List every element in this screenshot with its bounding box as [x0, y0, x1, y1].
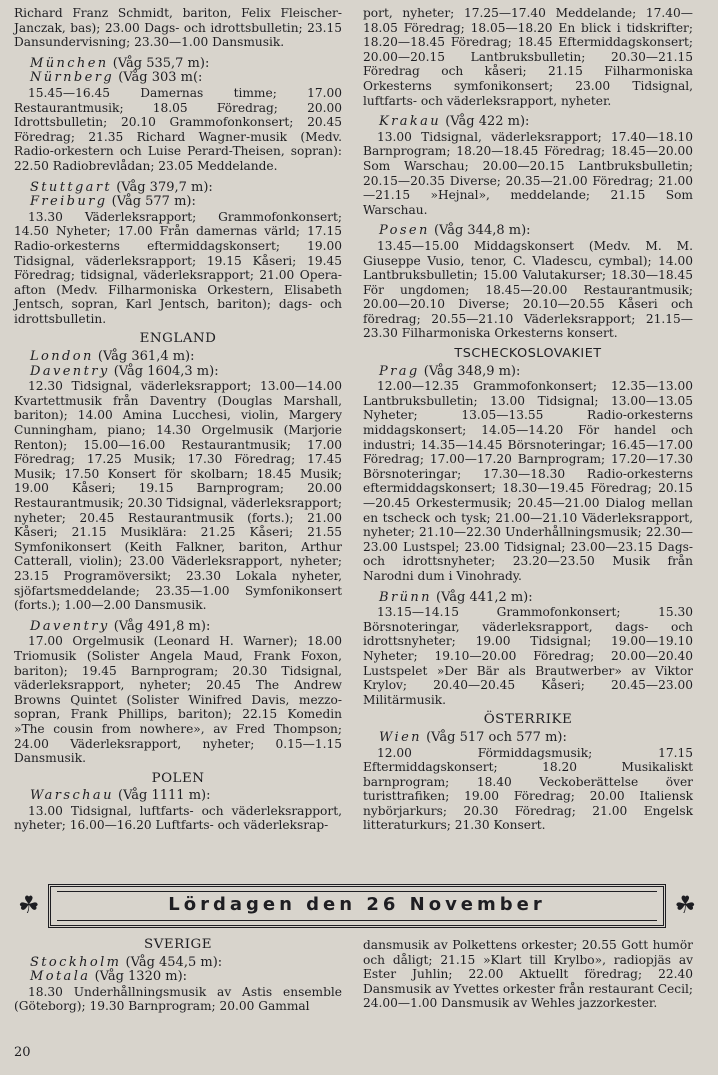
left-column-top	[14, 6, 342, 833]
continued-program: Richard Franz Schmidt, bariton, Felix Fleischer-Janczak, bas); 23.00 Dags- och idrottsbulletin; 23.15 Dansundervisning; 23.30—1.00 Dansmusik.	[14, 6, 342, 50]
page-number: 20	[14, 1045, 31, 1060]
program-krakau: 13.00 Tidsignal, väderleksrapport; 17.40—18.10 Barnprogram; 18.20—18.45 Föredrag; 18.45—20.00 Som Warschau; 20.00—20.15 Lantbruksbulletin; 20.15—20.35 Diverse; 20.35—21.00 Föredrag; 21.00—21.15 »Hejnal», meddelande; 21.15 Som Warschau.	[363, 129, 693, 217]
program-bruenn: 13.15—14.15 Grammofonkonsert; 15.30 Börsnoteringar, väderleksrapport, dags- och idrottsnyheter; 19.00 Tidsignal; 19.00—19.10 Nyheter; 19.10—20.00 Föredrag; 20.00—20.40 Lustspelet »Der Bär als Brautwerber» av Viktor Krylov; 20.40—20.45 Kåseri; 20.45—23.00 Militärmusik.	[363, 605, 693, 707]
clover-ornament-icon: ☘	[18, 891, 40, 919]
station-heading-stockholm: Stockholm (Våg 454,5 m):	[30, 954, 223, 970]
program-stuttgart: 13.30 Väderleksrapport; Grammofonkonsert; 14.50 Nyheter; 17.00 Från damernas värld; 17.15 Radio-orkesterns eftermiddagskonsert; 19.00 Tidsignal, väderleksrapport; 19.15 Kåseri; 19.45 Föredrag; tidsignal, väderleksrapport; 21.00 Opera-afton (Medv. Filharmoniska Orkestern, Elisabeth Jentsch, sopran, Karl Jentsch, bariton); dags- och idrottsbulletin.	[14, 209, 342, 326]
country-heading-oesterrike: ÖSTERRIKE	[483, 712, 573, 728]
program-london: 12.30 Tidsignal, väderleksrapport; 13.00—14.00 Kvartettmusik från Daventry (Douglas Marshall, bariton); 14.00 Amina Lucchesi, violin, Margery Cunningham, piano; 14.30 Orgelmusik (Marjorie Renton); 15.00—16.00 Restaurantmusik; 17.00 Föredrag; 17.25 Musik; 17.30 Föredrag; 17.45 Musik; 17.50 Konsert för skolbarn; 18.45 Musik; 19.00 Kåseri; 19.15 Barnprogram; 20.00 Restaurantmusik; 20.30 Tidsignal, väderleksrapport; nyheter; 20.45 Restaurantmusik (forts.); 21.00 Kåseri; 21.15 Musiklära: 21.25 Kåseri; 21.55 Symfonikonsert (Keith Falkner, bariton, Arthur Catterall, violin); 23.00 Väderleksrapport, nyheter; 23.15 Programöversikt; 23.30 Lokala nyheter, sjöfartsmeddelande; 23.35—1.00 Symfonikonsert (forts.); 1.00—2.00 Dansmusik.	[14, 379, 342, 613]
program-daventry-2: 17.00 Orgelmusik (Leonard H. Warner); 18.00 Triomusik (Solister Angela Maud, Frank Foxon, bariton); 19.45 Barnprogram; 20.30 Tidsignal, väderleksrapport, nyheter; 20.45 The Andrew Browns Quintet (Solister Winifred Davis, mezzo-sopran, Frank Phillips, bariton); 22.15 Komedin »The cousin from nowhere», av Fred Thompson; 24.00 Väderleksrapport, nyheter; 0.15—1.15 Dansmusik.	[14, 634, 342, 766]
station-heading-muenchen: München (Våg 535,7 m):	[30, 55, 210, 71]
station-heading-daventry: Daventry (Våg 1604,3 m):	[30, 363, 219, 379]
country-heading-england: ENGLAND	[139, 331, 217, 347]
left-column-bottom	[14, 938, 342, 1014]
station-heading-stuttgart: Stuttgart (Våg 379,7 m):	[30, 179, 213, 195]
date-banner	[18, 882, 696, 930]
station-heading-motala: Motala (Våg 1320 m):	[30, 969, 188, 985]
program-muenchen: 15.45—16.45 Damernas timme; 17.00 Restaurantmusik; 18.05 Föredrag; 20.00 Idrottsbulletin; 20.10 Grammofonkonsert; 20.45 Föredrag; 21.35 Richard Wagner-musik (Medv. Radio-orkestern och Luise Perard-Theisen, sopran): 22.50 Radiobrevlådan; 23.05 Meddelande.	[14, 85, 342, 173]
station-heading-posen: Posen (Våg 344,8 m):	[379, 223, 531, 239]
right-column-top	[363, 6, 693, 833]
banner-title: Lördagen den 26 November	[18, 894, 696, 915]
continued-program-sverige: dansmusik av Polkettens orkester; 20.55 Gott humör och dåligt; 21.15 »Klart till Krylbo», radiopjäs av Ester Juhlin; 22.00 Aktuellt föredrag; 22.40 Dansmusik av Yvettes orkester från restaurant Cecil; 24.00—1.00 Dansmusik av Wehles jazzorkester.	[363, 938, 693, 1011]
program-warschau: 13.00 Tidsignal, luftfarts- och väderleksrapport, nyheter; 16.00—16.20 Luftfarts- och väderleksrap-	[14, 803, 342, 833]
right-column-bottom	[363, 938, 693, 1011]
program-posen: 13.45—15.00 Middagskonsert (Medv. M. M. Giuseppe Vusio, tenor, C. Vladescu, cymbal); 14.00 Lantbruksbulletin; 15.00 Valutakurser; 18.30—18.45 För ungdomen; 18.45—20.00 Restaurantmusik; 20.00—20.10 Diverse; 20.10—20.55 Kåseri och föredrag; 20.55—21.10 Väderleksrapport; 21.15—23.30 Filharmoniska Orkesterns konsert.	[363, 238, 693, 341]
program-wien: 12.00 Förmiddagsmusik; 17.15 Eftermiddagskonsert; 18.20 Musikaliskt barnprogram; 18.40 Veckoberättelse över turisttrafiken; 19.00 Föredrag; 20.00 Italiensk nybörjarkurs; 20.30 Föredrag; 21.00 Engelsk litteraturkurs; 21.30 Konsert.	[363, 745, 693, 833]
station-heading-warschau: Warschau (Våg 1111 m):	[30, 788, 211, 804]
station-heading-prag: Prag (Våg 348,9 m):	[379, 363, 521, 379]
station-heading-freiburg: Freiburg (Våg 577 m):	[30, 194, 196, 210]
station-heading-daventry-2: Daventry (Våg 491,8 m):	[30, 618, 211, 634]
station-heading-nuernberg: Nürnberg (Våg 303 m(:	[30, 70, 203, 86]
country-heading-tjeckoslovakiet: TSCHECKOSLOVAKIET	[454, 346, 602, 362]
program-sverige: 18.30 Underhållningsmusik av Astis ensemble (Göteborg); 19.30 Barnprogram; 20.00 Gammal	[14, 984, 342, 1014]
station-heading-krakau: Krakau (Våg 422 m):	[379, 114, 530, 130]
clover-ornament-icon: ☘	[674, 891, 696, 919]
station-heading-bruenn: Brünn (Våg 441,2 m):	[379, 589, 533, 605]
station-heading-london: London (Våg 361,4 m):	[30, 349, 195, 365]
station-heading-wien: Wien (Våg 517 och 577 m):	[379, 729, 567, 745]
program-prag: 12.00—12.35 Grammofonkonsert; 12.35—13.00 Lantbruksbulletin; 13.00 Tidsignal; 13.00—13.05 Nyheter; 13.05—13.55 Radio-orkesterns middagskonsert; 14.05—14.20 För handel och industri; 14.35—14.45 Börsnoteringar; 16.45—17.00 Föredrag; 17.00—17.20 Barnprogram; 17.20—17.30 Börsnoteringar; 17.30—18.30 Radio-orkesterns eftermiddagskonsert; 18.30—19.45 Föredrag; 20.15—20.45 Orkestermusik; 20.45—21.00 Dialog mellan en tscheck och tysk; 21.00—21.10 Väderleksrapport, nyheter; 21.10—22.30 Underhållningsmusik; 22.30—23.00 Lustspel; 23.00 Tidsignal; 23.00—23.15 Dags- och idrottsnyheter; 23.20—23.50 Musik från Narodni dum i Vinohrady.	[363, 379, 693, 583]
country-heading-sverige: SVERIGE	[144, 937, 212, 952]
continued-program-warschau: port, nyheter; 17.25—17.40 Meddelande; 17.40—18.05 Föredrag; 18.05—18.20 En blick i tidskrifter; 18.20—18.45 Föredrag; 18.45 Eftermiddagskonsert; 20.00—20.15 Lantbruksbulletin; 20.30—21.15 Föredrag och kåseri; 21.15 Filharmoniska Orkesterns symfonikonsert; 23.00 Tidsignal, luftfarts- och väderleksrapport, nyheter.	[363, 6, 693, 108]
country-heading-polen: POLEN	[151, 770, 205, 786]
